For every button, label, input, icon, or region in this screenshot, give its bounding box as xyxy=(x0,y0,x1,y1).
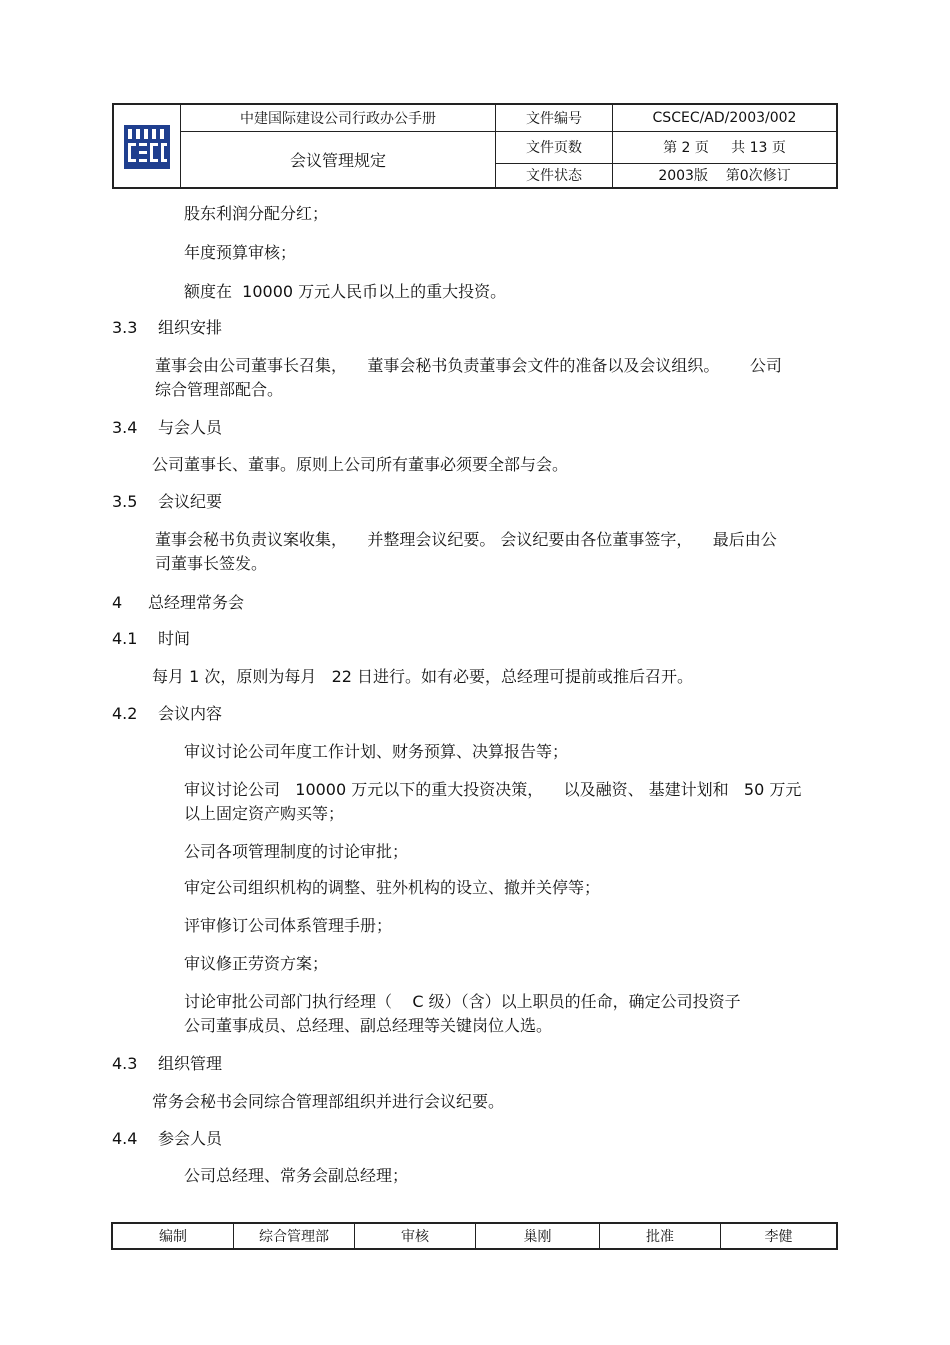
doc-no-label: 文件编号 xyxy=(496,104,613,131)
section-number: 3.4 xyxy=(112,418,138,437)
compile-label: 编制 xyxy=(112,1223,234,1249)
section-number: 3.3 xyxy=(112,318,138,337)
cscec-logo-icon xyxy=(114,105,180,183)
list-item: 讨论审批公司部门执行经理（ C 级）（含）以上职员的任命，确定公司投资子 xyxy=(184,992,741,1011)
list-item: 评审修订公司体系管理手册； xyxy=(184,916,393,935)
list-item: 以上固定资产购买等； xyxy=(184,804,345,823)
approve-value: 李健 xyxy=(721,1223,838,1249)
document-header xyxy=(112,103,838,189)
list-item: 审议讨论公司年度工作计划、财务预算、决算报告等； xyxy=(184,742,569,761)
section-number: 4 xyxy=(112,593,123,612)
list-item: 公司总经理、常务会副总经理； xyxy=(184,1166,409,1185)
section-number: 3.5 xyxy=(112,492,138,511)
paragraph-line: 公司董事长、董事。原则上公司所有董事必须要全部与会。 xyxy=(152,455,569,474)
compile-value: 综合管理部 xyxy=(234,1223,355,1249)
list-item: 公司各项管理制度的讨论审批； xyxy=(184,842,409,861)
paragraph-line: 董事会秘书负责议案收集， 并整理会议纪要。 会议纪要由各位董事签字， 最后由公 xyxy=(155,530,777,549)
approval-footer xyxy=(111,1222,838,1250)
manual-title: 中建国际建设公司行政办公手册 xyxy=(181,104,496,131)
review-label: 审核 xyxy=(355,1223,476,1249)
company-logo xyxy=(113,104,181,188)
section-heading: 会议纪要 xyxy=(158,492,223,511)
paragraph-line: 董事会由公司董事长召集， 董事会秘书负责董事会文件的准备以及会议组织。 公司 xyxy=(155,356,782,375)
list-item: 审定公司组织机构的调整、驻外机构的设立、撤并关停等； xyxy=(184,878,601,897)
section-number: 4.3 xyxy=(112,1054,138,1073)
section-heading: 组织安排 xyxy=(158,318,223,337)
list-item: 额度在 10000 万元人民币以上的重大投资。 xyxy=(184,282,507,301)
status-label: 文件状态 xyxy=(496,163,613,188)
list-item: 审议修正劳资方案； xyxy=(184,954,329,973)
approve-label: 批准 xyxy=(600,1223,721,1249)
section-heading: 组织管理 xyxy=(158,1054,223,1073)
pages-label: 文件页数 xyxy=(496,131,613,163)
list-item: 股东利润分配分红； xyxy=(184,204,329,223)
paragraph-line: 常务会秘书会同综合管理部组织并进行会议纪要。 xyxy=(152,1092,505,1111)
section-heading: 时间 xyxy=(158,629,191,648)
doc-no-value: CSCEC/AD/2003/002 xyxy=(613,104,838,131)
list-item: 年度预算审核； xyxy=(184,243,297,262)
section-number: 4.2 xyxy=(112,704,138,723)
paragraph-line: 综合管理部配合。 xyxy=(155,380,284,399)
doc-title: 会议管理规定 xyxy=(181,131,496,188)
section-heading: 与会人员 xyxy=(158,418,223,437)
review-value: 巢刚 xyxy=(476,1223,600,1249)
section-heading: 会议内容 xyxy=(158,704,223,723)
paragraph-line: 司董事长签发。 xyxy=(155,554,268,573)
section-number: 4.1 xyxy=(112,629,138,648)
pages-value: 第 2 页 共 13 页 xyxy=(613,131,838,163)
section-number: 4.4 xyxy=(112,1129,138,1148)
section-heading: 总经理常务会 xyxy=(148,593,245,612)
paragraph-line: 每月 1 次，原则为每月 22 日进行。如有必要，总经理可提前或推后召开。 xyxy=(152,667,694,686)
list-item: 审议讨论公司 10000 万元以下的重大投资决策， 以及融资、 基建计划和 50 万元 xyxy=(184,780,802,799)
section-heading: 参会人员 xyxy=(158,1129,223,1148)
list-item: 公司董事成员、总经理、副总经理等关键岗位人选。 xyxy=(184,1016,553,1035)
status-value: 2003版 第0次修订 xyxy=(613,163,838,188)
